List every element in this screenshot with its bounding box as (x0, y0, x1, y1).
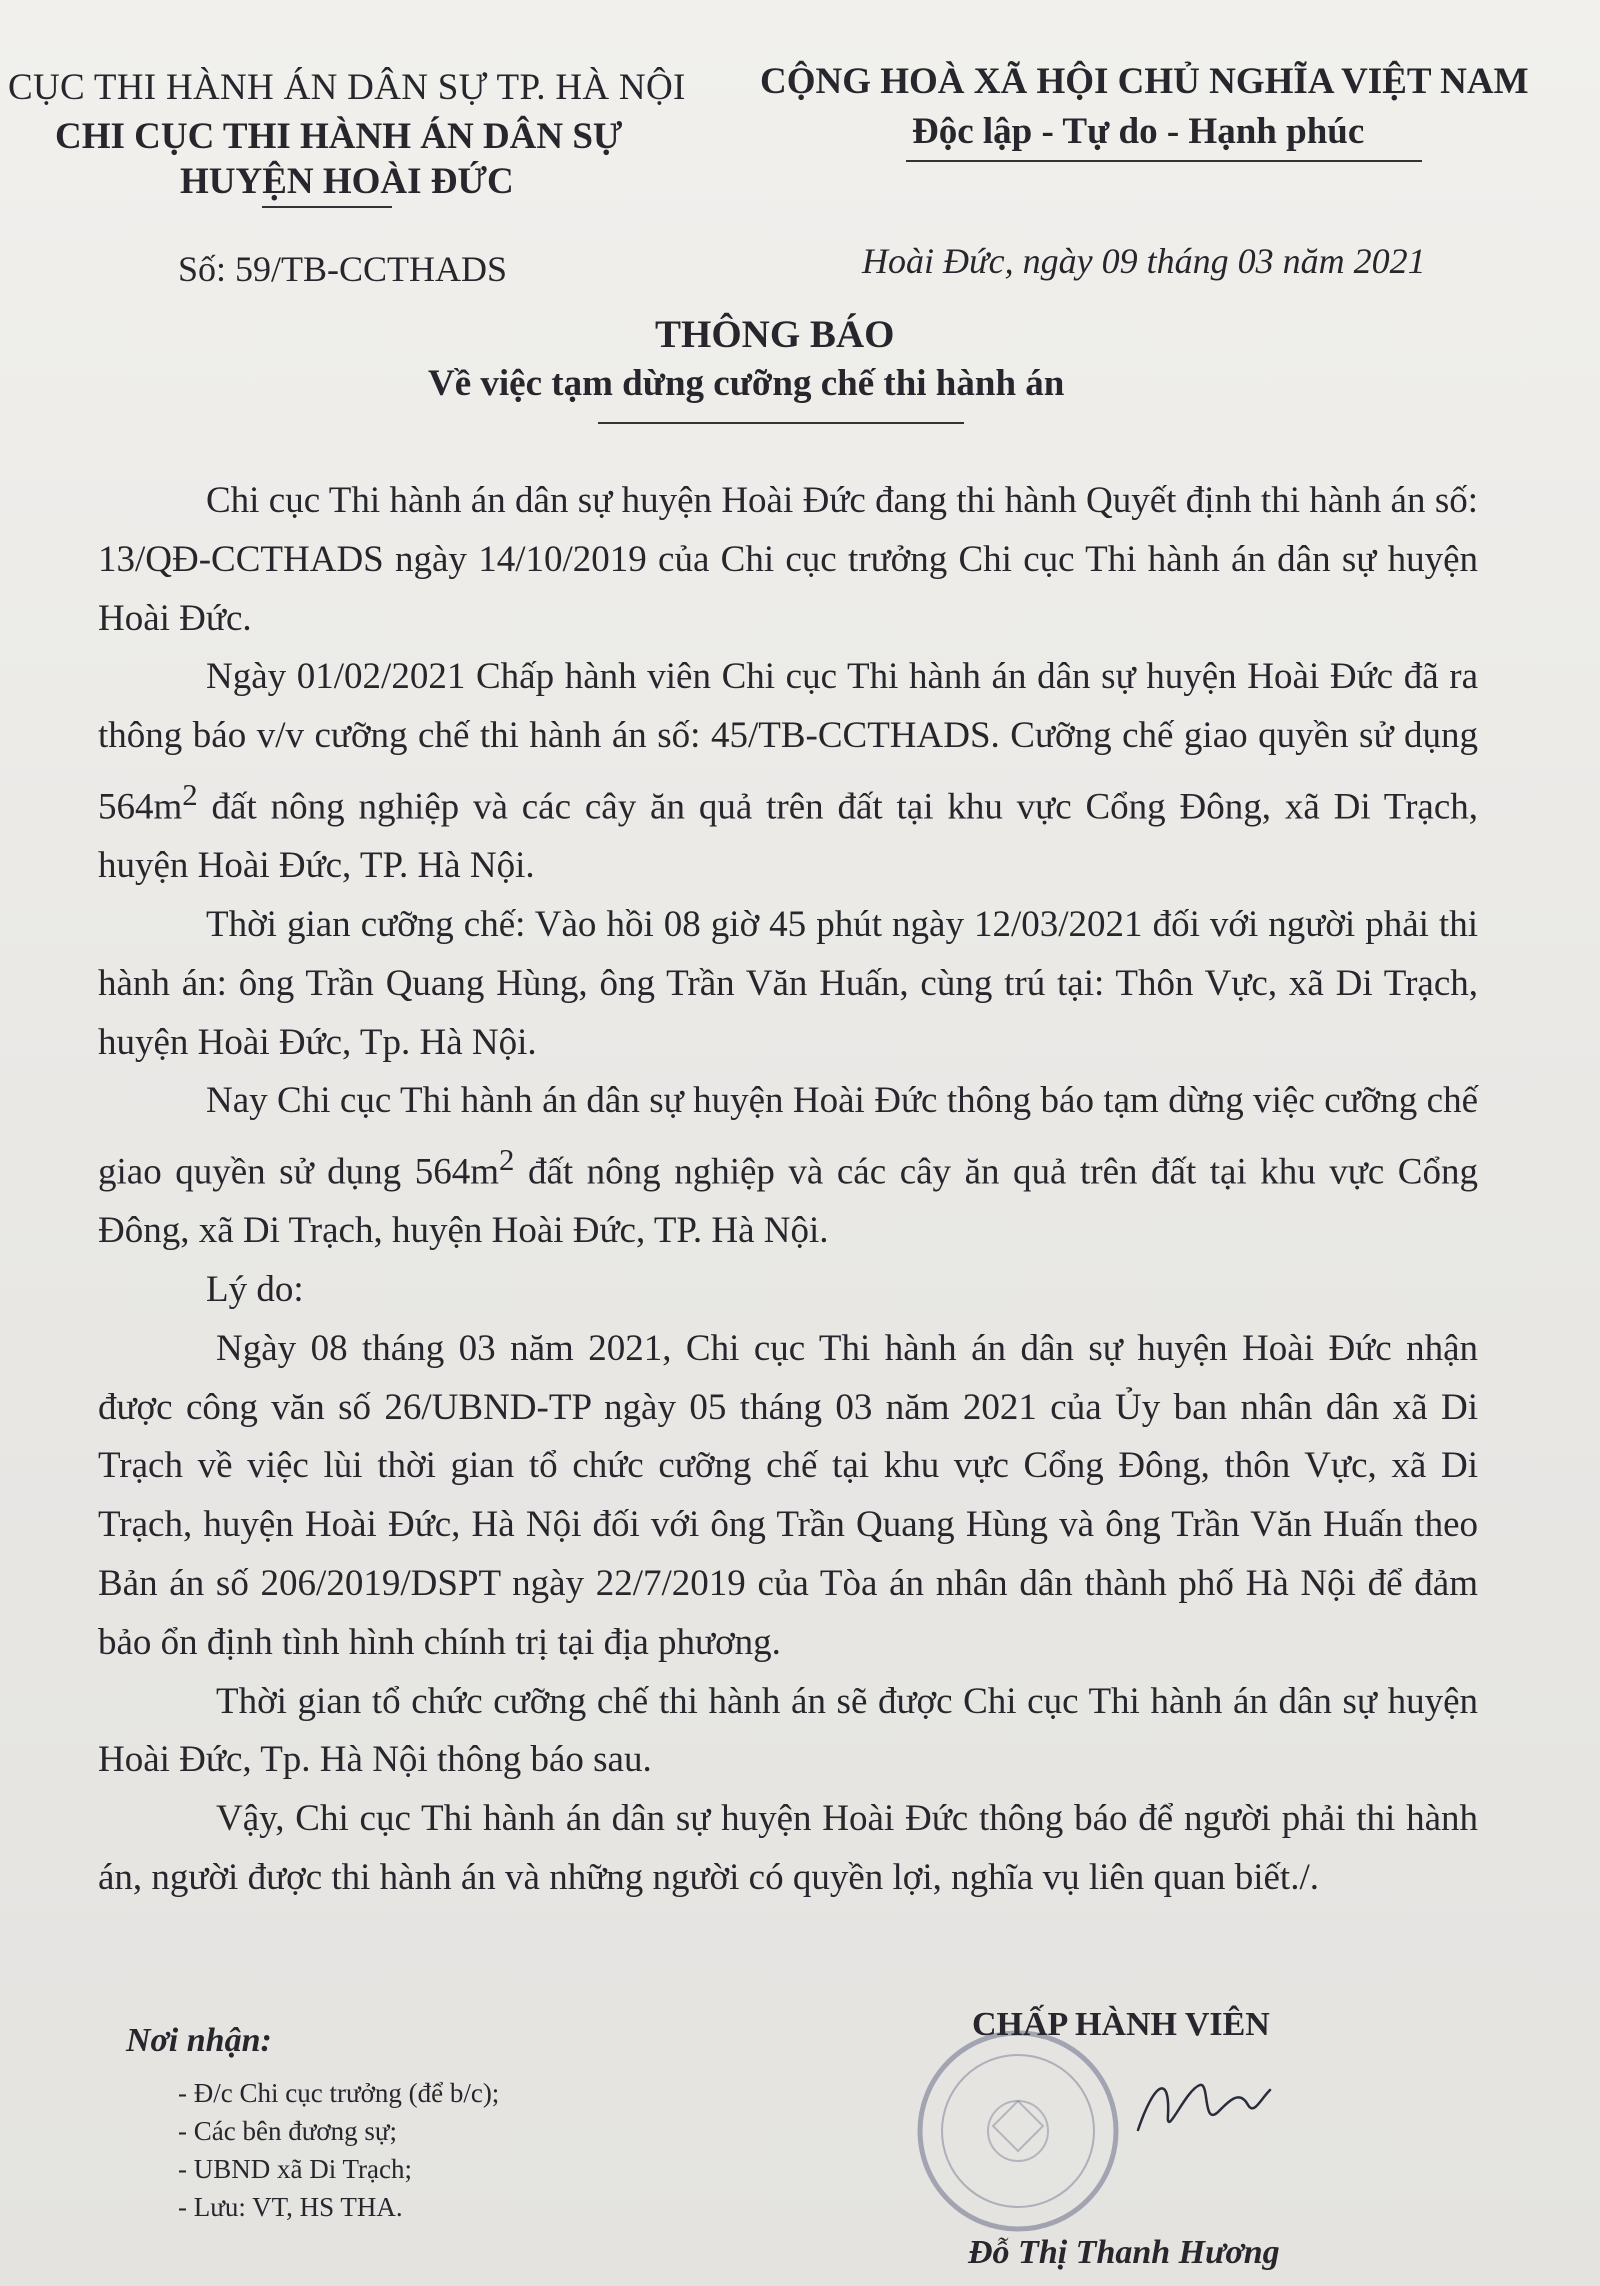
paragraph-5: Ngày 08 tháng 03 năm 2021, Chi cục Thi hành án dân sự huyện Hoài Đức nhận được công văn số 26/UBND-TP ngày 05 tháng 03 năm 2021 của Ủy ban nhân dân xã Di Trạch về việc lùi thời gian tổ chức cưỡng chế tại khu vực Cổng Đông, thôn Vực, xã Di Trạch, huyện Hoài Đức, Hà Nội đối với ông Trần Quang Hùng và ông Trần Văn Huấn theo Bản án số 206/2019/DSPT ngày 22/7/2019 của Tòa án nhân dân thành phố Hà Nội để đảm bảo ổn định tình hình chính trị tại địa phương. (98, 1327, 1478, 1663)
agency-line-2: CHI CỤC THI HÀNH ÁN DÂN SỰ (55, 116, 623, 157)
recipient-item: - UBND xã Di Trạch; (178, 2154, 412, 2184)
recipients-title: Nơi nhận: (126, 2022, 272, 2059)
paragraph-4 (98, 1072, 1478, 1261)
recipient-item: - Đ/c Chi cục trưởng (để b/c); (178, 2078, 500, 2108)
paragraph-7: Vậy, Chi cục Thi hành án dân sự huyện Hoài Đức thông báo để người phải thi hành án, người được thi hành án và những người có quyền lợi, nghĩa vụ liên quan biết./. (98, 1798, 1478, 1898)
motto-underline (906, 160, 1422, 162)
document-title: THÔNG BÁO (655, 313, 895, 356)
handwritten-signature-icon (1130, 2060, 1280, 2150)
paragraph-2-text-b: đất nông nghiệp và các cây ăn quả trên đất tại khu vực Cổng Đông, xã Di Trạch, huyện Hoài Đức, TP. Hà Nội. (98, 786, 1478, 887)
paragraph-2 (98, 648, 1478, 896)
paragraph-3: Thời gian cưỡng chế: Vào hồi 08 giờ 45 phút ngày 12/03/2021 đối với người phải thi hành án: ông Trần Quang Hùng, ông Trần Văn Huấn, cùng trú tại: Thôn Vực, xã Di Trạch, huyện Hoài Đức, Tp. Hà Nội. (98, 903, 1478, 1063)
reason-label: Lý do: (206, 1269, 304, 1311)
national-title: CỘNG HOÀ XÃ HỘI CHỦ NGHĨA VIỆT NAM (760, 61, 1529, 102)
paragraph-2-text-a: Ngày 01/02/2021 Chấp hành viên Chi cục Thi hành án dân sự huyện Hoài Đức đã ra thông báo v/v cưỡng chế thi hành án số: 45/TB-CCTHADS. Cưỡng chế giao quyền sử dụng 564m (98, 656, 1478, 828)
agency-line-3: HUYỆN HOÀI ĐỨC (180, 161, 514, 202)
paragraph-4-text-a: Nay Chi cục Thi hành án dân sự huyện Hoài Đức thông báo tạm dừng việc cưỡng chế giao quyền sử dụng 564m (98, 1080, 1478, 1193)
document-number: Số: 59/TB-CCTHADS (178, 249, 508, 289)
document-subject: Về việc tạm dừng cưỡng chế thi hành án (428, 363, 1065, 404)
paragraph-1: Chi cục Thi hành án dân sự huyện Hoài Đức đang thi hành Quyết định thi hành án số: 13/QĐ-CCTHADS ngày 14/10/2019 của Chi cục trưởng Chi cục Thi hành án dân sự huyện Hoài Đức. (98, 480, 1478, 639)
agency-underline (262, 206, 392, 208)
paragraph-4-text-b: đất nông nghiệp và các cây ăn quả trên đất tại khu vực Cổng Đông, xã Di Trạch, huyện Hoài Đức, TP. Hà Nội. (98, 1151, 1478, 1252)
area-unit-superscript: 2 (498, 1143, 515, 1178)
national-motto: Độc lập - Tự do - Hạnh phúc (912, 111, 1365, 152)
recipient-item: - Các bên đương sự; (178, 2116, 398, 2146)
place-and-date: Hoài Đức, ngày 09 tháng 03 năm 2021 (862, 241, 1426, 281)
recipients-list (178, 2074, 499, 2226)
paragraph-6: Thời gian tổ chức cưỡng chế thi hành án sẽ được Chi cục Thi hành án dân sự huyện Hoài Đức, Tp. Hà Nội thông báo sau. (98, 1680, 1478, 1781)
signer-title: CHẤP HÀNH VIÊN (972, 2006, 1270, 2043)
recipient-item: - Lưu: VT, HS THA. (178, 2192, 403, 2222)
agency-line-1: CỤC THI HÀNH ÁN DÂN SỰ TP. HÀ NỘI (8, 67, 686, 108)
area-unit-superscript: 2 (182, 777, 198, 812)
document-body (98, 472, 1478, 1908)
signer-name: Đỗ Thị Thanh Hương (968, 2234, 1280, 2271)
title-underline (598, 422, 964, 424)
